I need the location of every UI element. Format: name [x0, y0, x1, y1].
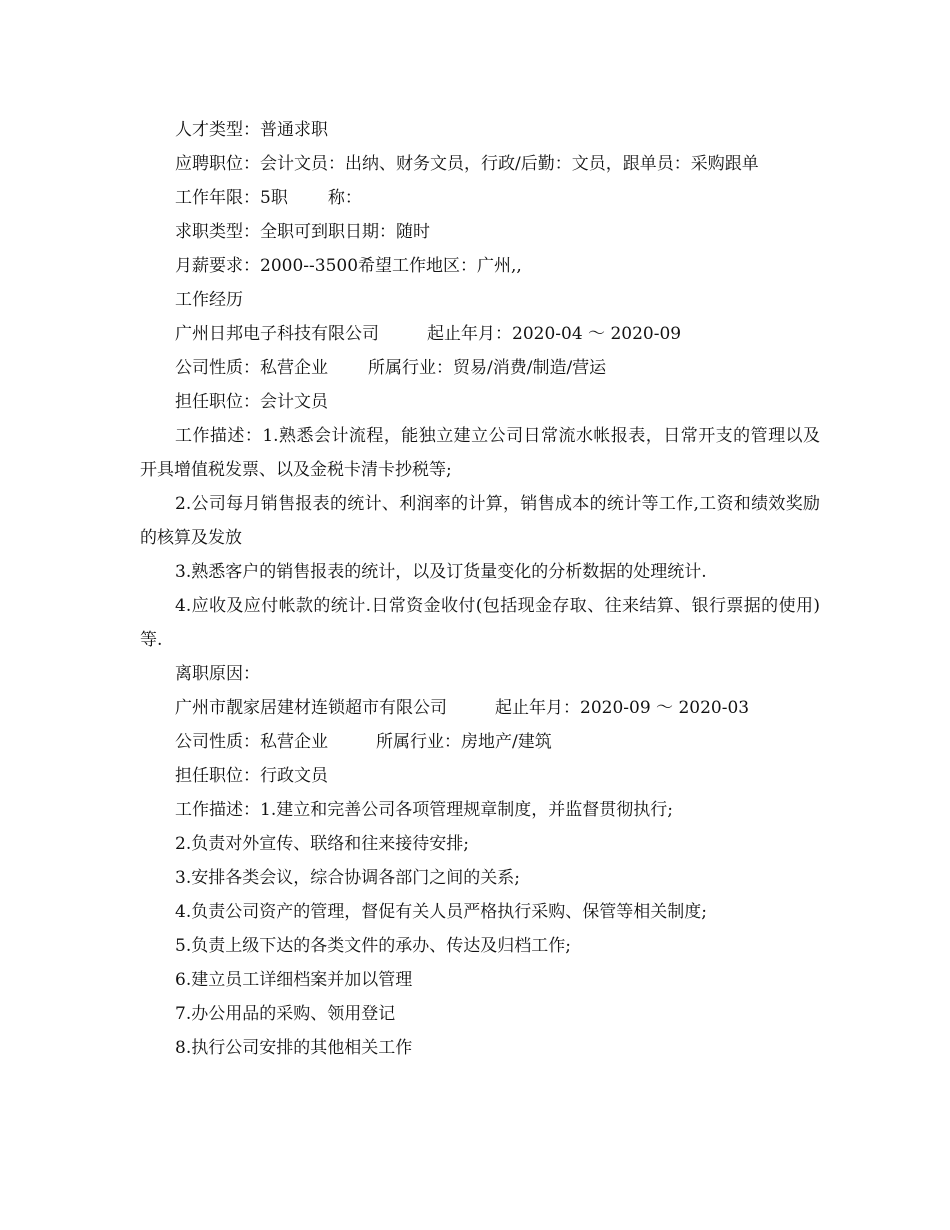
job2-desc-5: 5.负责上级下达的各类文件的承办、传达及归档工作; — [175, 936, 571, 956]
job1-desc-3: 3.熟悉客户的销售报表的统计，以及订货量变化的分析数据的处理统计. — [175, 562, 707, 582]
job1-header — [140, 317, 820, 351]
job1-company: 广州日邦电子科技有限公司 — [175, 324, 379, 344]
job1-meta — [140, 351, 820, 385]
job2-desc-2: 2.负责对外宣传、联络和往来接待安排; — [175, 834, 469, 854]
experience-heading: 工作经历 — [175, 290, 243, 310]
job2-desc-7: 7.办公用品的采购、领用登记 — [175, 1004, 396, 1024]
job2-desc-6: 6.建立员工详细档案并加以管理 — [175, 970, 413, 990]
work-years-row — [140, 181, 820, 215]
job2-role: 担任职位：行政文员 — [175, 766, 328, 786]
job1-desc-1: 工作描述：1.熟悉会计流程，能独立建立公司日常流水帐报表，日常开支的管理以及开具增值税发票、以及金税卡清卡抄税等; — [140, 426, 820, 480]
title-label: 称： — [327, 188, 362, 208]
position-applied: 应聘职位：会计文员：出纳、财务文员，行政/后勤：文员，跟单员：采购跟单 — [175, 154, 759, 174]
job2-company: 广州市靓家居建材连锁超市有限公司 — [175, 698, 447, 718]
job1-role: 担任职位：会计文员 — [175, 392, 328, 412]
job2-nature: 公司性质：私营企业 — [175, 732, 328, 752]
talent-type: 人才类型：普通求职 — [175, 120, 328, 140]
job1-desc-4: 4.应收及应付帐款的统计.日常资金收付(包括现金存取、往来结算、银行票据的使用)等. — [140, 596, 820, 650]
job2-meta — [140, 725, 820, 759]
job2-desc-3: 3.安排各类会议，综合协调各部门之间的关系; — [175, 868, 520, 888]
job2-desc-4: 4.负责公司资产的管理，督促有关人员严格执行采购、保管等相关制度; — [175, 902, 707, 922]
job2-desc-8: 8.执行公司安排的其他相关工作 — [175, 1038, 413, 1058]
job2-industry: 所属行业：房地产/建筑 — [376, 732, 552, 752]
job1-period: 起止年月：2020-04 ～ 2020-09 — [427, 324, 682, 344]
job1-leave-reason: 离职原因： — [175, 664, 260, 684]
job2-header — [140, 691, 820, 725]
job-type: 求职类型：全职可到职日期：随时 — [175, 222, 430, 242]
job2-desc-1: 工作描述：1.建立和完善公司各项管理规章制度，并监督贯彻执行; — [175, 800, 673, 820]
resume-body — [140, 113, 820, 1065]
salary-request: 月薪要求：2000--3500希望工作地区：广州,, — [175, 256, 522, 276]
job1-industry: 所属行业：贸易/消费/制造/营运 — [368, 358, 607, 378]
work-years: 工作年限：5职 — [175, 188, 288, 208]
job1-desc-2: 2.公司每月销售报表的统计、利润率的计算，销售成本的统计等工作,工资和绩效奖励的核算及发放 — [140, 494, 820, 548]
job2-period: 起止年月：2020-09 ～ 2020-03 — [495, 698, 750, 718]
job1-nature: 公司性质：私营企业 — [175, 358, 328, 378]
